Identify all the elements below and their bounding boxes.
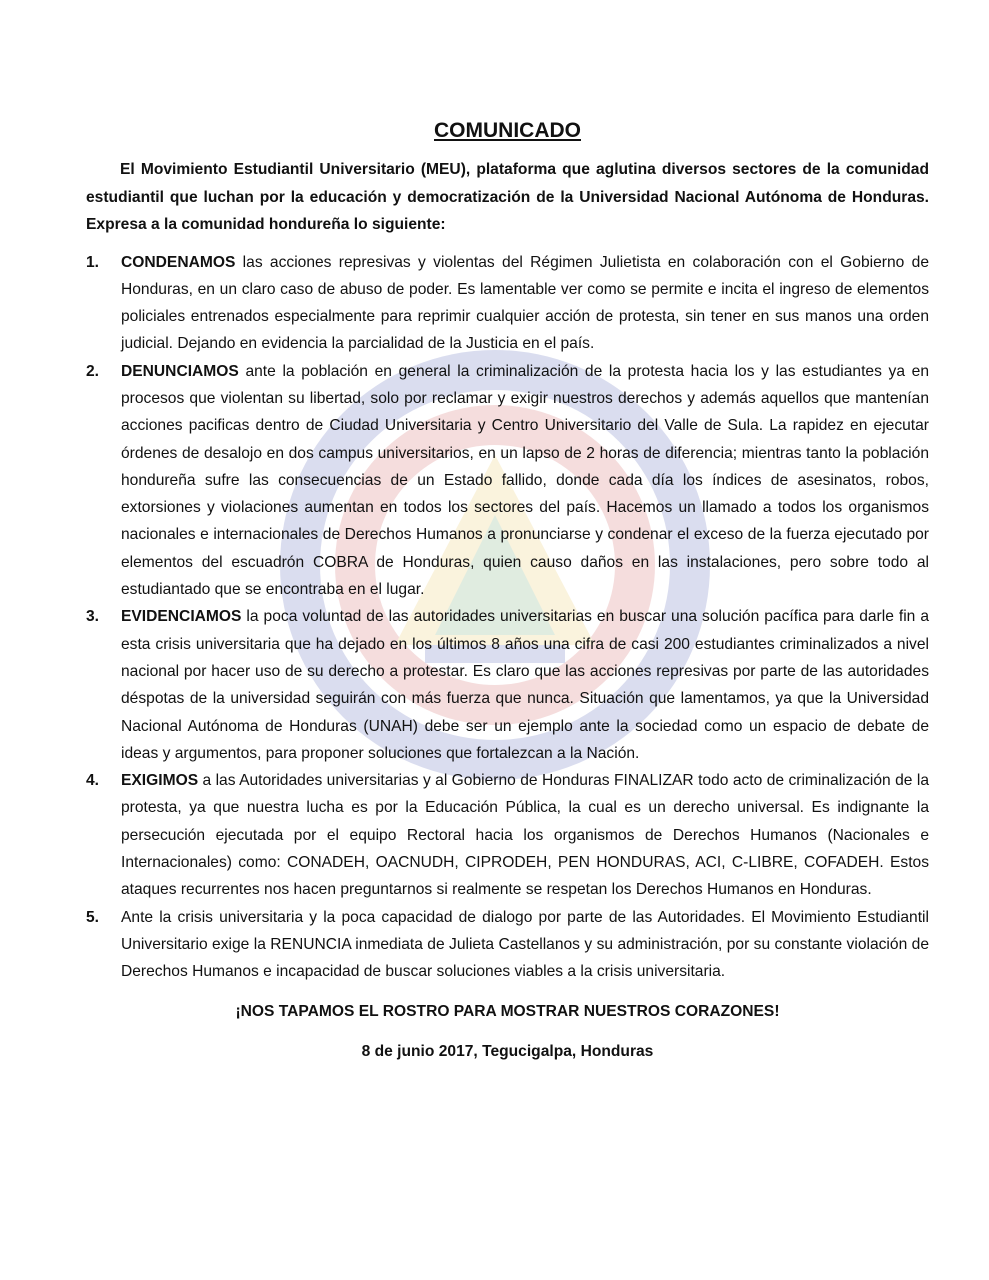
document-title: COMUNICADO <box>434 119 581 142</box>
intro-paragraph: El Movimiento Estudiantil Universitario (MEU), plataforma que aglutina diversos sectores de la comunidad estudiantil que luchan por la educación y democratización de la Universidad Nacional Autónoma de Honduras. Expresa a la comunidad hondureña lo siguiente: <box>86 161 929 233</box>
item-text: la poca voluntad de las autoridades universitarias en buscar una solución pacífica para darle fin a esta crisis universitaria que ha dejado en los últimos 8 años una cifra de casi 200 estudiantes criminalizados a nivel nacional por hacer uso de su derecho a protestar. Es claro que las acciones represivas por parte de las autoridades déspotas de la universidad seguirán con más fuerza que nunca. Situación que lamentamos, ya que la Universidad Nacional Autónoma de Honduras (UNAH) debe ser un ejemplo ante la sociedad como un espacio de debate de ideas y argumentos, para proponer soluciones que fortalezcan a la Nación. <box>121 608 929 762</box>
item-text: ante la población en general la criminalización de la protesta hacia los y las estudiantes ya en procesos que violentan su libertad, solo por reclamar y exigir nuestros derechos y además aquellos que mantenían acciones pacificas dentro de Ciudad Universitaria y Centro Universitario del Valle de Sula. La rapidez en ejecutar órdenes de desalojo en dos campus universitarios, en un lapso de 2 horas de diferencia; mientras tanto la población hondureña sufre las consecuencias de un Estado fallido, donde cada día los índices de asesinatos, robos, extorsiones y violaciones aumentan en todos los sectores del país. Hacemos un llamado a todos los organismos nacionales e internacionales de Derechos Humanos a pronunciarse y condenar el exceso de la fuerza ejecutado por elementos del escuadrón COBRA de Honduras, quien causo daños en las instalaciones, pero sobre todo al estudiantado que se encontraba en el lugar. <box>121 362 929 599</box>
item-keyword: EVIDENCIAMOS <box>121 608 242 626</box>
date-place: 8 de junio 2017, Tegucigalpa, Honduras <box>361 1042 654 1060</box>
item-keyword: CONDENAMOS <box>121 253 236 271</box>
list-item <box>86 603 929 767</box>
item-number: 5. <box>86 908 100 926</box>
demands-list <box>86 249 929 986</box>
list-item <box>86 767 929 903</box>
item-text: a las Autoridades universitarias y al Gobierno de Honduras FINALIZAR todo acto de criminalización de la protesta, ya que nuestra lucha es por la Educación Pública, la cual es un derecho universal. Es indignante la persecución ejecutada por el equipo Rectoral hacia los organismos de Derechos Humanos (Nacionales e Internacionales) como: CONADEH, OACNUDH, CIPRODEH, PEN HONDURAS, ACI, C-LIBRE, COFADEH. Estos ataques recurrentes nos hacen preguntarnos si realmente se respetan los Derechos Humanos en Honduras. <box>121 772 929 899</box>
communique-document <box>86 116 929 1064</box>
item-number: 1. <box>86 253 100 271</box>
list-item <box>86 904 929 986</box>
list-item <box>86 358 929 604</box>
item-text: las acciones represivas y violentas del Régimen Julietista en colaboración con el Gobierno de Honduras, en un claro caso de abuso de poder. Es lamentable ver como se permite e incita el ingreso de elementos policiales entrenados especialmente para reprimir cualquier acción de protesta, sin tener en sus manos una orden judicial. Dejando en evidencia la parcialidad de la Justicia en el país. <box>121 253 929 353</box>
item-number: 4. <box>86 772 100 790</box>
item-number: 3. <box>86 608 100 626</box>
item-keyword: DENUNCIAMOS <box>121 362 239 380</box>
closing-slogan: ¡NOS TAPAMOS EL ROSTRO PARA MOSTRAR NUESTROS CORAZONES! <box>235 1002 780 1020</box>
list-item <box>86 249 929 358</box>
item-keyword: EXIGIMOS <box>121 772 199 790</box>
item-text: Ante la crisis universitaria y la poca capacidad de dialogo por parte de las Autoridades. El Movimiento Estudiantil Universitario exige la RENUNCIA inmediata de Julieta Castellanos y su administración, por su constante violación de Derechos Humanos e incapacidad de buscar soluciones viables a la crisis universitaria. <box>121 908 929 981</box>
item-number: 2. <box>86 362 100 380</box>
